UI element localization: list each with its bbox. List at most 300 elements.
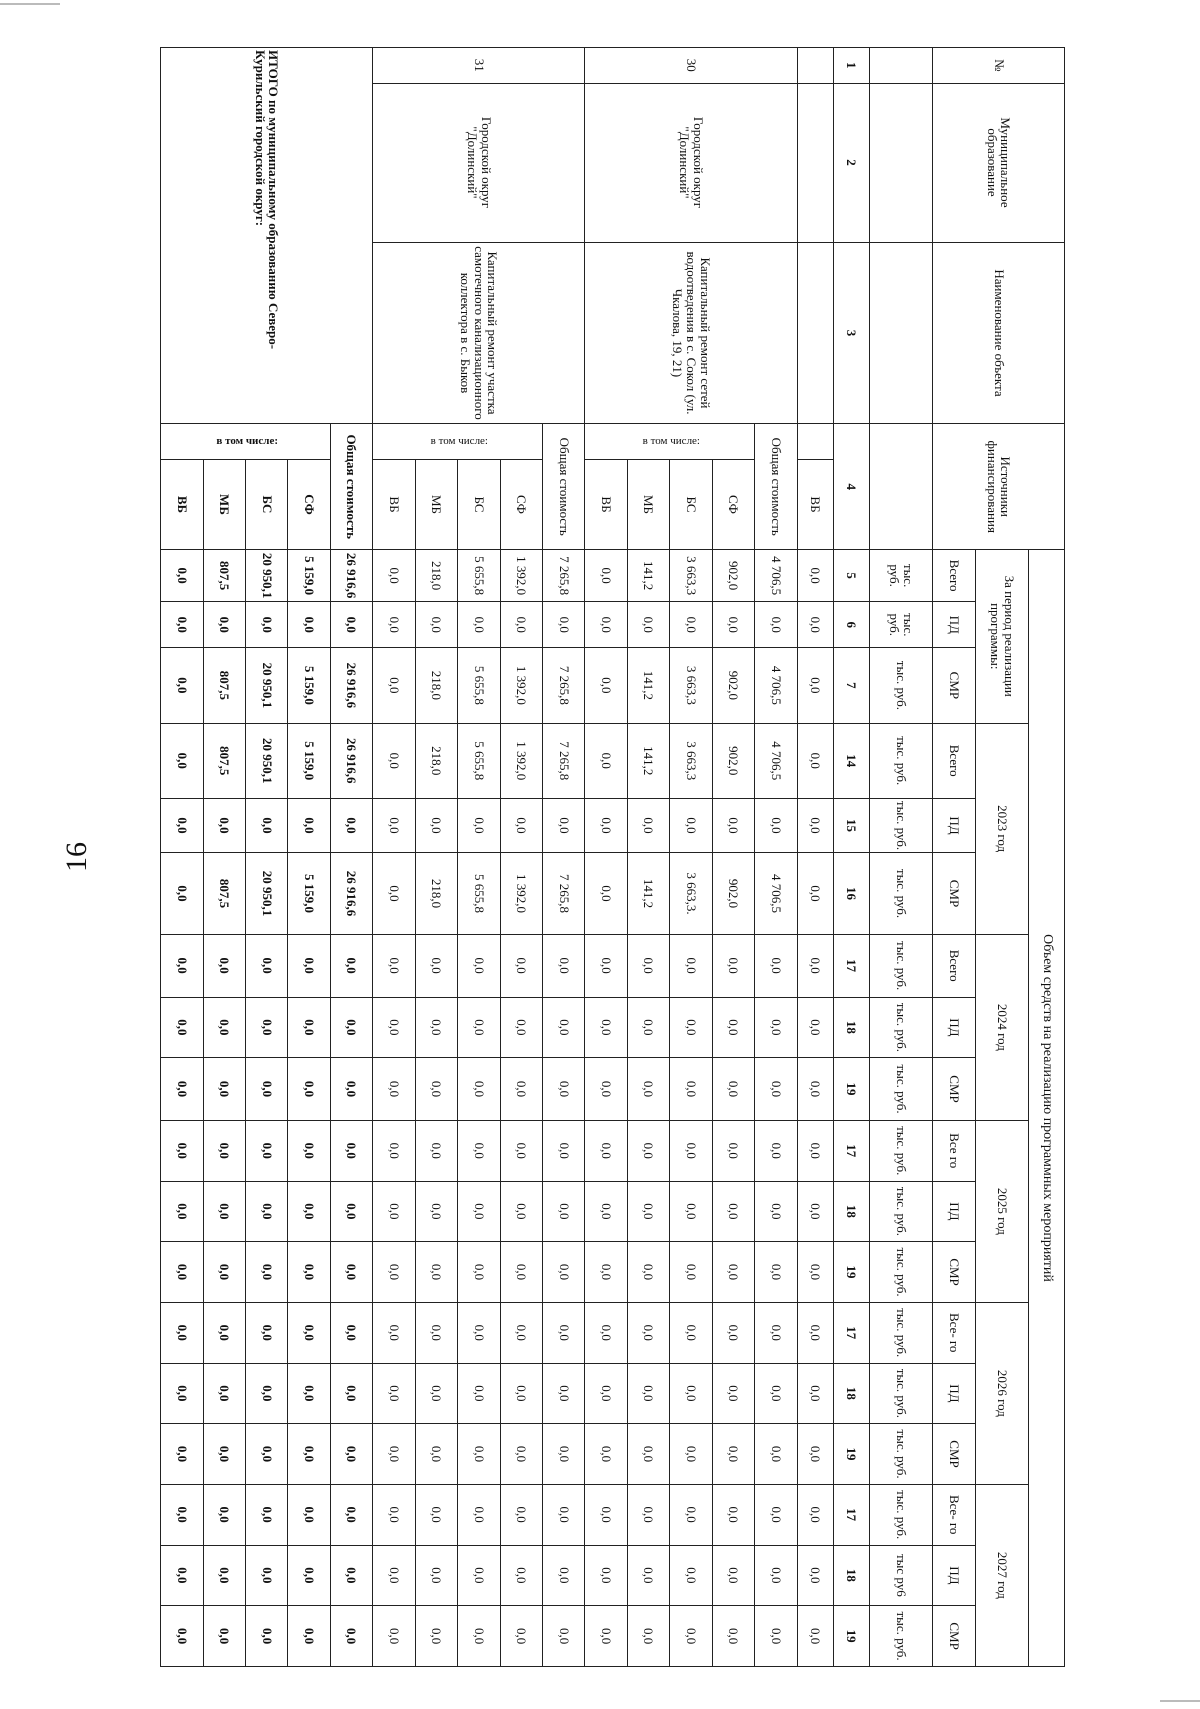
value-cell: 0,0 xyxy=(203,1545,245,1606)
value-cell: 0,0 xyxy=(373,549,415,601)
subheader-unit: тыс. руб. xyxy=(869,1424,933,1485)
subheader-label: ПД xyxy=(933,798,975,852)
col-num: 6 xyxy=(833,602,869,648)
value-cell: 0,0 xyxy=(797,1302,833,1363)
municipality-cell: Городской округ "Долинский" xyxy=(585,83,797,242)
col-num: 16 xyxy=(833,853,869,935)
source-cell: Общая стоимость xyxy=(330,424,372,550)
value-cell: 0,0 xyxy=(415,1545,457,1606)
value-cell: 0,0 xyxy=(543,602,585,648)
value-cell: 0,0 xyxy=(627,997,669,1058)
subheader-unit: тыс. руб. xyxy=(869,1302,933,1363)
value-cell: 0,0 xyxy=(330,1242,372,1303)
value-cell: 0,0 xyxy=(670,1545,712,1606)
value-cell: 0,0 xyxy=(415,1363,457,1424)
col-num: 17 xyxy=(833,1484,869,1545)
value-cell: 0,0 xyxy=(288,1484,330,1545)
value-cell: 902,0 xyxy=(712,853,754,935)
value-cell: 0,0 xyxy=(670,934,712,997)
value-cell: 0,0 xyxy=(330,602,372,648)
source-cell: ВБ xyxy=(373,460,415,550)
value-cell: 0,0 xyxy=(245,1242,287,1303)
value-cell: 0,0 xyxy=(245,1545,287,1606)
subheader-label: СМР xyxy=(933,1058,975,1121)
value-cell: 0,0 xyxy=(203,1363,245,1424)
value-cell: 0,0 xyxy=(373,1424,415,1485)
header-municipality: Муниципальное образование xyxy=(933,83,1065,242)
value-cell: 902,0 xyxy=(712,723,754,798)
value-cell: 0,0 xyxy=(543,1242,585,1303)
col-num: 17 xyxy=(833,934,869,997)
value-cell: 0,0 xyxy=(415,1606,457,1667)
subheader-unit: тыс. руб. xyxy=(869,1058,933,1121)
municipality-cell: Городской округ "Долинский" xyxy=(373,83,585,242)
value-cell: 0,0 xyxy=(627,1120,669,1181)
scan-mark xyxy=(1160,1700,1200,1702)
value-cell: 0,0 xyxy=(670,1363,712,1424)
including-text: в том числе: xyxy=(642,434,700,447)
value-cell: 0,0 xyxy=(543,1302,585,1363)
including-text: в том числе: xyxy=(215,434,278,447)
value-cell: 0,0 xyxy=(627,1606,669,1667)
value-cell: 0,0 xyxy=(288,934,330,997)
value-cell: 0,0 xyxy=(415,1302,457,1363)
value-cell: 0,0 xyxy=(755,602,797,648)
subheader-unit: тыс. руб. xyxy=(869,1606,933,1667)
value-cell: 0,0 xyxy=(712,1242,754,1303)
value-cell: 5 655,8 xyxy=(458,853,500,935)
value-cell: 5 159,0 xyxy=(288,549,330,601)
value-cell: 0,0 xyxy=(585,1058,627,1121)
value-cell: 218,0 xyxy=(415,723,457,798)
header-year: 2026 год xyxy=(975,1302,1028,1484)
value-cell: 0,0 xyxy=(797,1545,833,1606)
source-cell: СФ xyxy=(712,460,754,550)
value-cell: 0,0 xyxy=(415,1242,457,1303)
value-cell: 0,0 xyxy=(670,1302,712,1363)
value-cell: 0,0 xyxy=(458,1484,500,1545)
value-cell: 0,0 xyxy=(797,1120,833,1181)
value-cell: 0,0 xyxy=(373,1545,415,1606)
col-num: 18 xyxy=(833,1545,869,1606)
value-cell: 0,0 xyxy=(458,1424,500,1485)
value-cell: 0,0 xyxy=(500,997,542,1058)
value-cell: 3 663,3 xyxy=(670,549,712,601)
value-cell: 1 392,0 xyxy=(500,648,542,723)
value-cell: 0,0 xyxy=(797,798,833,852)
value-cell: 0,0 xyxy=(712,1302,754,1363)
value-cell: 0,0 xyxy=(203,1606,245,1667)
col-num: 17 xyxy=(833,1120,869,1181)
value-cell: 0,0 xyxy=(161,549,204,601)
rotated-page xyxy=(160,47,1065,1667)
value-cell: 0,0 xyxy=(288,1058,330,1121)
col-num: 19 xyxy=(833,1606,869,1667)
value-cell: 0,0 xyxy=(330,934,372,997)
value-cell: 0,0 xyxy=(373,1484,415,1545)
value-cell: 141,2 xyxy=(627,723,669,798)
value-cell: 0,0 xyxy=(755,1302,797,1363)
value-cell: 0,0 xyxy=(585,1242,627,1303)
object-name-cell: Капитальный ремонт сетей водоотведения в с. Сокол (ул. Чкалова, 19, 21) xyxy=(585,242,797,424)
subheader-label: Всего xyxy=(933,723,975,798)
value-cell: 0,0 xyxy=(797,1363,833,1424)
including-label xyxy=(161,424,331,460)
value-cell: 26 916,6 xyxy=(330,853,372,935)
subheader-label: Всего xyxy=(933,934,975,997)
value-cell: 0,0 xyxy=(543,1120,585,1181)
value-cell: 0,0 xyxy=(712,1484,754,1545)
subheader-unit: тыс. руб. xyxy=(869,1120,933,1181)
source-cell: СФ xyxy=(288,460,330,550)
value-cell: 0,0 xyxy=(797,1181,833,1242)
value-cell: 0,0 xyxy=(373,1606,415,1667)
value-cell: 218,0 xyxy=(415,853,457,935)
value-cell: 0,0 xyxy=(755,1606,797,1667)
value-cell: 0,0 xyxy=(161,1120,204,1181)
value-cell: 0,0 xyxy=(161,1181,204,1242)
subheader-label: ПД xyxy=(933,1545,975,1606)
value-cell: 0,0 xyxy=(330,1424,372,1485)
value-cell: 0,0 xyxy=(415,1484,457,1545)
value-cell: 7 265,8 xyxy=(543,549,585,601)
value-cell: 0,0 xyxy=(373,648,415,723)
subheader-unit: тыс. руб. xyxy=(869,1242,933,1303)
value-cell: 0,0 xyxy=(755,1120,797,1181)
value-cell: 0,0 xyxy=(373,602,415,648)
col-num: 4 xyxy=(833,424,869,550)
value-cell: 0,0 xyxy=(712,1181,754,1242)
value-cell: 0,0 xyxy=(670,1242,712,1303)
value-cell: 0,0 xyxy=(543,1181,585,1242)
value-cell: 0,0 xyxy=(415,1181,457,1242)
value-cell: 0,0 xyxy=(755,1484,797,1545)
subheader-unit: тыс. руб. xyxy=(869,934,933,997)
value-cell: 0,0 xyxy=(330,997,372,1058)
value-cell: 0,0 xyxy=(500,798,542,852)
col-num: 19 xyxy=(833,1242,869,1303)
value-cell: 0,0 xyxy=(712,1606,754,1667)
subheader-unit: тыс. руб. xyxy=(869,549,933,601)
value-cell: 0,0 xyxy=(415,602,457,648)
value-cell: 0,0 xyxy=(500,1606,542,1667)
subheader-unit: тыс ру6 xyxy=(869,1545,933,1606)
subheader-unit: тыс. руб. xyxy=(869,1484,933,1545)
value-cell: 0,0 xyxy=(245,1120,287,1181)
value-cell: 0,0 xyxy=(288,1606,330,1667)
value-cell: 0,0 xyxy=(458,1302,500,1363)
value-cell: 0,0 xyxy=(288,1363,330,1424)
value-cell: 0,0 xyxy=(585,1302,627,1363)
value-cell: 0,0 xyxy=(627,1545,669,1606)
value-cell: 0,0 xyxy=(585,1120,627,1181)
value-cell: 0,0 xyxy=(245,1424,287,1485)
value-cell: 0,0 xyxy=(500,1545,542,1606)
value-cell: 141,2 xyxy=(627,549,669,601)
col-num: 1 xyxy=(833,48,869,84)
value-cell: 0,0 xyxy=(330,1302,372,1363)
value-cell: 0,0 xyxy=(458,1606,500,1667)
value-cell: 807,5 xyxy=(203,648,245,723)
value-cell: 0,0 xyxy=(288,1120,330,1181)
value-cell: 4 706,5 xyxy=(755,723,797,798)
header-object-name: Наименование объекта xyxy=(933,242,1065,424)
value-cell: 5 159,0 xyxy=(288,853,330,935)
value-cell: 0,0 xyxy=(245,997,287,1058)
subheader-label: ПД xyxy=(933,997,975,1058)
subheader-unit: тыс. руб. xyxy=(869,798,933,852)
value-cell: 0,0 xyxy=(670,798,712,852)
value-cell: 0,0 xyxy=(755,997,797,1058)
source-cell: МБ xyxy=(415,460,457,550)
value-cell: 5 159,0 xyxy=(288,723,330,798)
value-cell: 0,0 xyxy=(797,1058,833,1121)
value-cell: 0,0 xyxy=(543,997,585,1058)
subheader-label: СМР xyxy=(933,1242,975,1303)
source-cell: БС xyxy=(458,460,500,550)
value-cell: 0,0 xyxy=(712,1424,754,1485)
value-cell: 902,0 xyxy=(712,648,754,723)
value-cell: 0,0 xyxy=(585,648,627,723)
value-cell: 0,0 xyxy=(415,997,457,1058)
including-label xyxy=(585,424,755,460)
value-cell: 0,0 xyxy=(627,1424,669,1485)
source-cell: МБ xyxy=(203,460,245,550)
value-cell: 0,0 xyxy=(543,1058,585,1121)
value-cell: 0,0 xyxy=(712,1545,754,1606)
value-cell: 218,0 xyxy=(415,648,457,723)
including-text: в том числе: xyxy=(430,434,488,447)
value-cell: 0,0 xyxy=(203,602,245,648)
value-cell: 3 663,3. xyxy=(670,853,712,935)
value-cell: 0,0 xyxy=(797,1424,833,1485)
source-cell: ВБ xyxy=(585,460,627,550)
value-cell: 26 916,6 xyxy=(330,648,372,723)
value-cell: 0,0 xyxy=(415,1424,457,1485)
value-cell: 0,0 xyxy=(585,549,627,601)
value-cell: 0,0 xyxy=(585,1424,627,1485)
subheader-label: Все- го xyxy=(933,1302,975,1363)
subheader-label: ПД xyxy=(933,602,975,648)
value-cell: 0,0 xyxy=(330,1606,372,1667)
header-sources: Источники финансирования xyxy=(933,424,1065,550)
value-cell: 20 950,1 xyxy=(245,648,287,723)
value-cell: 0,0 xyxy=(161,1058,204,1121)
value-cell: 0,0 xyxy=(543,1484,585,1545)
value-cell: 0,0 xyxy=(797,1606,833,1667)
scan-mark xyxy=(0,3,60,5)
value-cell: 0,0 xyxy=(245,1363,287,1424)
subheader-unit: тыс. руб. xyxy=(869,1181,933,1242)
value-cell: 0,0 xyxy=(458,602,500,648)
value-cell: 0,0 xyxy=(161,602,204,648)
value-cell: 0,0 xyxy=(245,798,287,852)
col-num: 2 xyxy=(833,83,869,242)
value-cell: 26 916,6 xyxy=(330,723,372,798)
value-cell: 0,0 xyxy=(288,1545,330,1606)
subheader-unit: тыс. руб. xyxy=(869,648,933,723)
value-cell: 0,0 xyxy=(161,934,204,997)
value-cell: 0,0 xyxy=(458,1120,500,1181)
value-cell: 0,0 xyxy=(415,1120,457,1181)
col-num: 18 xyxy=(833,1181,869,1242)
value-cell: 0,0 xyxy=(373,1181,415,1242)
value-cell: 0,0 xyxy=(797,1242,833,1303)
value-cell: 0,0 xyxy=(373,798,415,852)
value-cell: 0,0 xyxy=(543,1545,585,1606)
object-number: 31 xyxy=(373,48,585,84)
value-cell: 0,0 xyxy=(330,1363,372,1424)
value-cell: 0,0 xyxy=(245,1058,287,1121)
value-cell: 1 392,0 xyxy=(500,853,542,935)
value-cell: 0,0 xyxy=(330,798,372,852)
value-cell: 0,0 xyxy=(458,1545,500,1606)
page-number: 16 xyxy=(60,842,93,872)
value-cell: 7 265,8 xyxy=(543,723,585,798)
col-num: 15 xyxy=(833,798,869,852)
value-cell: 0,0 xyxy=(797,602,833,648)
value-cell: 0,0 xyxy=(245,934,287,997)
header-year: 2025 год xyxy=(975,1120,1028,1302)
value-cell: 0,0 xyxy=(161,1424,204,1485)
value-cell: 0,0 xyxy=(670,1606,712,1667)
value-cell: 5 159,0 xyxy=(288,648,330,723)
value-cell: 0,0 xyxy=(245,602,287,648)
value-cell: 0,0 xyxy=(670,1120,712,1181)
value-cell: 0,0 xyxy=(203,934,245,997)
value-cell: 0,0 xyxy=(161,1363,204,1424)
value-cell: 0,0 xyxy=(288,798,330,852)
subheader-label: СМР xyxy=(933,648,975,723)
value-cell: 0,0 xyxy=(330,1058,372,1121)
value-cell: 0,0 xyxy=(458,1181,500,1242)
subheader-unit: тыс. руб. xyxy=(869,1363,933,1424)
value-cell: 0,0 xyxy=(458,798,500,852)
value-cell: 0,0 xyxy=(373,1302,415,1363)
source-cell: СФ xyxy=(500,460,542,550)
value-cell: 20 950,1 xyxy=(245,549,287,601)
value-cell: 0,0 xyxy=(543,1363,585,1424)
value-cell: 0,0 xyxy=(500,1424,542,1485)
value-cell: 0,0 xyxy=(458,1242,500,1303)
value-cell: 0,0 xyxy=(203,997,245,1058)
value-cell: 0,0 xyxy=(161,798,204,852)
value-cell: 0,0 xyxy=(543,1606,585,1667)
col-num: 7 xyxy=(833,648,869,723)
value-cell: 7 265,8 xyxy=(543,648,585,723)
value-cell: 0,0 xyxy=(203,1302,245,1363)
source-cell: БС xyxy=(245,460,287,550)
col-num: 3 xyxy=(833,242,869,424)
subheader-label: Все- го xyxy=(933,1484,975,1545)
value-cell: 0,0 xyxy=(330,1484,372,1545)
value-cell: 0,0 xyxy=(330,1120,372,1181)
value-cell: 0,0 xyxy=(797,1484,833,1545)
subheader-unit: тыс. руб. xyxy=(869,723,933,798)
subheader-label: ПД xyxy=(933,1363,975,1424)
value-cell: 0,0 xyxy=(458,1058,500,1121)
subheader-label: Всего xyxy=(933,549,975,601)
value-cell: 0,0 xyxy=(797,549,833,601)
value-cell: 0,0 xyxy=(755,1363,797,1424)
value-cell: 1 392,0 xyxy=(500,723,542,798)
total-label: ИТОГО по муниципальному образованию Северо-Курильский городской округ: xyxy=(161,48,373,424)
value-cell: 0,0 xyxy=(627,1302,669,1363)
value-cell: 0,0 xyxy=(670,602,712,648)
value-cell: 3 663,3 xyxy=(670,723,712,798)
including-label xyxy=(373,424,543,460)
value-cell: 0,0 xyxy=(161,853,204,935)
subheader-unit: тыс. руб. xyxy=(869,602,933,648)
value-cell: 0,0 xyxy=(161,1606,204,1667)
subheader-unit: тыс. руб. xyxy=(869,853,933,935)
value-cell: 0,0 xyxy=(585,1363,627,1424)
value-cell: 0,0 xyxy=(755,798,797,852)
value-cell: 0,0 xyxy=(627,1242,669,1303)
value-cell: 5 655,8 xyxy=(458,648,500,723)
subheader-unit: тыс. руб. xyxy=(869,997,933,1058)
value-cell: 0,0 xyxy=(543,1424,585,1485)
value-cell: 141,2 xyxy=(627,648,669,723)
value-cell: 20 950,1 xyxy=(245,853,287,935)
value-cell: 0,0 xyxy=(585,934,627,997)
value-cell: 0,0 xyxy=(415,1058,457,1121)
value-cell: 0,0 xyxy=(627,798,669,852)
value-cell: 0,0 xyxy=(203,1242,245,1303)
subheader-label: СМР xyxy=(933,1424,975,1485)
source-cell: БС xyxy=(670,460,712,550)
value-cell: 7 265,8 xyxy=(543,853,585,935)
value-cell: 0,0 xyxy=(712,798,754,852)
value-cell: 0,0 xyxy=(373,997,415,1058)
value-cell: 0,0 xyxy=(288,1302,330,1363)
col-num: 5 xyxy=(833,549,869,601)
value-cell: 807,5 xyxy=(203,723,245,798)
source-cell: Общая стоимость xyxy=(543,424,585,550)
value-cell: 0,0 xyxy=(203,1484,245,1545)
value-cell: 0,0 xyxy=(797,648,833,723)
value-cell: 0,0 xyxy=(627,1058,669,1121)
value-cell: 0,0 xyxy=(585,1606,627,1667)
value-cell: 5 655,8 xyxy=(458,549,500,601)
table-row xyxy=(797,48,833,1667)
value-cell: 902,0 xyxy=(712,549,754,601)
value-cell: 0,0 xyxy=(288,1424,330,1485)
value-cell: 0,0 xyxy=(543,798,585,852)
value-cell: 0,0 xyxy=(712,602,754,648)
total-row xyxy=(330,48,372,1667)
value-cell: 0,0 xyxy=(203,1181,245,1242)
value-cell: 0,0 xyxy=(415,798,457,852)
value-cell: 0,0 xyxy=(245,1181,287,1242)
value-cell: 26 916,6 xyxy=(330,549,372,601)
value-cell: 0,0 xyxy=(245,1606,287,1667)
value-cell: 0,0 xyxy=(755,1545,797,1606)
value-cell: 0,0 xyxy=(288,602,330,648)
value-cell: 0,0 xyxy=(161,1545,204,1606)
col-num: 14 xyxy=(833,723,869,798)
value-cell: 0,0 xyxy=(712,934,754,997)
value-cell: 0,0 xyxy=(670,1484,712,1545)
value-cell: 0,0 xyxy=(500,1181,542,1242)
value-cell: 0,0 xyxy=(585,1181,627,1242)
value-cell: 0,0 xyxy=(712,997,754,1058)
value-cell: 0,0 xyxy=(458,997,500,1058)
value-cell: 4 706,5 xyxy=(755,549,797,601)
value-cell: 0,0 xyxy=(712,1120,754,1181)
value-cell: 4 706,5 xyxy=(755,853,797,935)
value-cell: 0,0 xyxy=(500,1242,542,1303)
